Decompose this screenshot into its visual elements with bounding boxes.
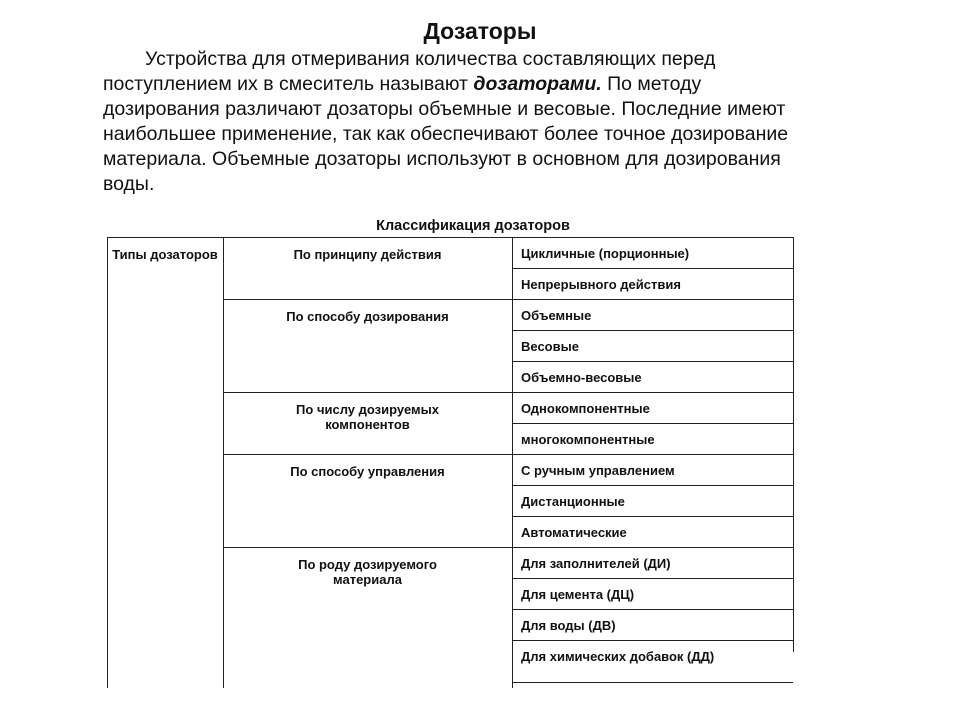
type-cell: Цикличные (порционные) [521, 246, 690, 261]
row-divider [512, 330, 793, 331]
criterion-cell: По способу дозирования [286, 309, 449, 324]
type-cell: С ручным управлением [521, 463, 675, 478]
table-caption: Классификация дозаторов [376, 218, 570, 234]
table-col2-divider [223, 237, 224, 688]
row-divider [512, 423, 793, 424]
type-cell: многокомпонентные [521, 432, 655, 447]
table-left-border [107, 237, 108, 688]
type-cell: Для воды (ДВ) [521, 618, 616, 633]
type-cell: Непрерывного действия [521, 277, 681, 292]
criterion-cell: По способу управления [290, 464, 445, 479]
row-divider [512, 640, 793, 641]
type-cell: Для цемента (ДЦ) [521, 587, 635, 602]
row-divider [512, 268, 793, 269]
group-divider [223, 299, 793, 300]
table-right-border [793, 237, 794, 652]
criterion-cell: По числу дозируемых компонентов [296, 402, 439, 432]
intro-text-part1: Устройства для отмеривания количества составляющих перед поступлением их в смеситель называют [103, 48, 716, 95]
type-cell: Весовые [521, 339, 579, 354]
page-title: Дозаторы [423, 18, 537, 44]
intro-emphasis: дозаторами. [473, 73, 602, 95]
criterion-cell: По роду дозируемого материала [298, 557, 437, 587]
type-cell: Однокомпонентные [521, 401, 650, 416]
table-bottom-border [512, 682, 793, 683]
table-col3-divider [512, 237, 513, 688]
intro-paragraph [103, 47, 823, 197]
row-divider [512, 609, 793, 610]
type-cell: Объемные [521, 308, 592, 323]
row-divider [512, 361, 793, 362]
type-cell: Объемно-весовые [521, 370, 642, 385]
row-divider [512, 485, 793, 486]
classification-table [107, 237, 793, 688]
type-cell: Дистанционные [521, 494, 625, 509]
row-divider [512, 578, 793, 579]
criterion-cell: По принципу действия [293, 247, 442, 262]
type-cell: Для химических добавок (ДД) [521, 649, 715, 664]
group-divider [223, 547, 793, 548]
table-top-border [107, 237, 793, 238]
group-divider [223, 392, 793, 393]
row-divider [512, 516, 793, 517]
intro-text-part2: По методу дозирования различают дозаторы объемные и весовые. Последние имеют наибольшее применение, так как обеспечивают более точное дозирование материала. Объемные дозаторы используют в основном для дозирования воды. [103, 73, 789, 195]
group-divider [223, 454, 793, 455]
type-cell: Автоматические [521, 525, 627, 540]
type-cell: Для заполнителей (ДИ) [521, 556, 671, 571]
table-header-types: Типы дозаторов [112, 247, 218, 262]
